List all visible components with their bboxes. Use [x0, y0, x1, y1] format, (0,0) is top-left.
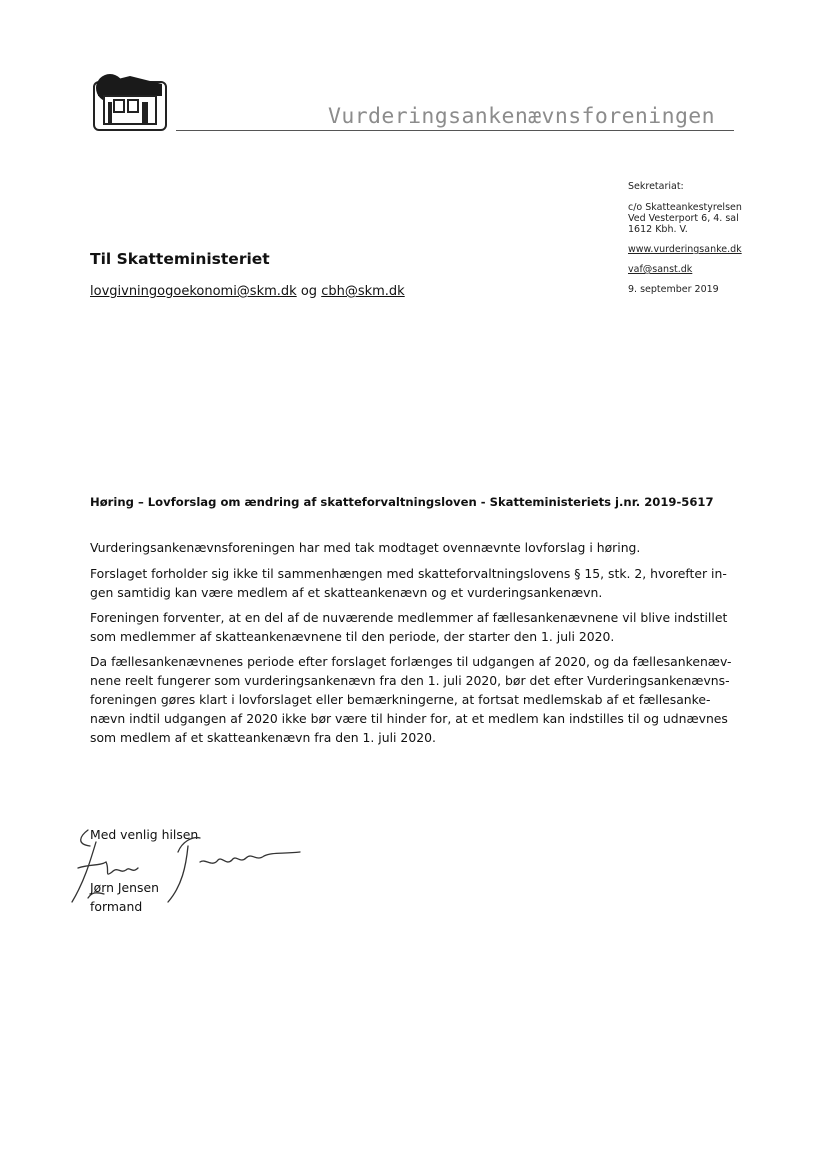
body-paragraph	[90, 564, 730, 602]
paragraph-line: foreningen gøres klart i lovforslaget eller bemærkningerne, at fortsat medlemskab af et fællesanke-	[90, 692, 711, 707]
website-link[interactable]: www.vurderingsanke.dk	[628, 244, 742, 255]
organization-logo	[92, 74, 168, 132]
email-connector: og	[300, 284, 318, 299]
letter-date: 9. september 2019	[628, 284, 719, 295]
address-line: 1612 Kbh. V.	[628, 224, 688, 235]
body-paragraph	[90, 608, 730, 646]
secretariat-label: Sekretariat:	[628, 181, 684, 192]
closing-greeting: Med venlig hilsen	[90, 827, 199, 842]
address-line: Ved Vesterport 6, 4. sal	[628, 213, 739, 224]
signer-title: formand	[90, 899, 143, 914]
paragraph-line: nævn indtil udgangen af 2020 ikke bør være til hinder for, at et medlem kan indstilles til og udnævnes	[90, 711, 728, 726]
recipient-title: Til Skatteministeriet	[90, 250, 270, 268]
paragraph-line: som medlemmer af skatteankenævnene til den periode, der starter den 1. juli 2020.	[90, 629, 615, 644]
address-line: c/o Skatteankestyrelsen	[628, 202, 742, 213]
letter-subject: Høring – Lovforslag om ændring af skatteforvaltningsloven - Skatteministeriets j.nr. 2019-5617	[90, 495, 714, 509]
paragraph-line: Vurderingsankenævnsforeningen har med tak modtaget ovennævnte lovforslag i høring.	[90, 540, 641, 555]
recipient-email-link[interactable]: lovgivningogoekonomi@skm.dk	[90, 284, 297, 299]
recipient-email-link[interactable]: cbh@skm.dk	[321, 284, 405, 299]
paragraph-line: Forslaget forholder sig ikke til sammenhængen med skatteforvaltningslovens § 15, stk. 2, hvorefter in-	[90, 566, 727, 581]
paragraph-line: Foreningen forventer, at en del af de nuværende medlemmer af fællesankenævnene vil blive indstillet	[90, 610, 728, 625]
organization-name: Vurderingsankenævnsforeningen	[328, 104, 715, 129]
body-paragraph	[90, 652, 730, 747]
header-divider	[176, 130, 734, 131]
recipient-emails	[90, 284, 405, 299]
paragraph-line: Da fællesankenævnenes periode efter forslaget forlænges til udgangen af 2020, og da fællesankenæv-	[90, 654, 732, 669]
paragraph-line: nene reelt fungerer som vurderingsankenævn fra den 1. juli 2020, bør det efter Vurderingsankenævns-	[90, 673, 730, 688]
signer-name: Jørn Jensen	[90, 880, 159, 895]
paragraph-line: gen samtidig kan være medlem af et skatteankenævn og et vurderingsankenævn.	[90, 585, 603, 600]
email-link[interactable]: vaf@sanst.dk	[628, 264, 693, 275]
body-paragraph	[90, 538, 730, 557]
paragraph-line: som medlem af et skatteankenævn fra den 1. juli 2020.	[90, 730, 436, 745]
